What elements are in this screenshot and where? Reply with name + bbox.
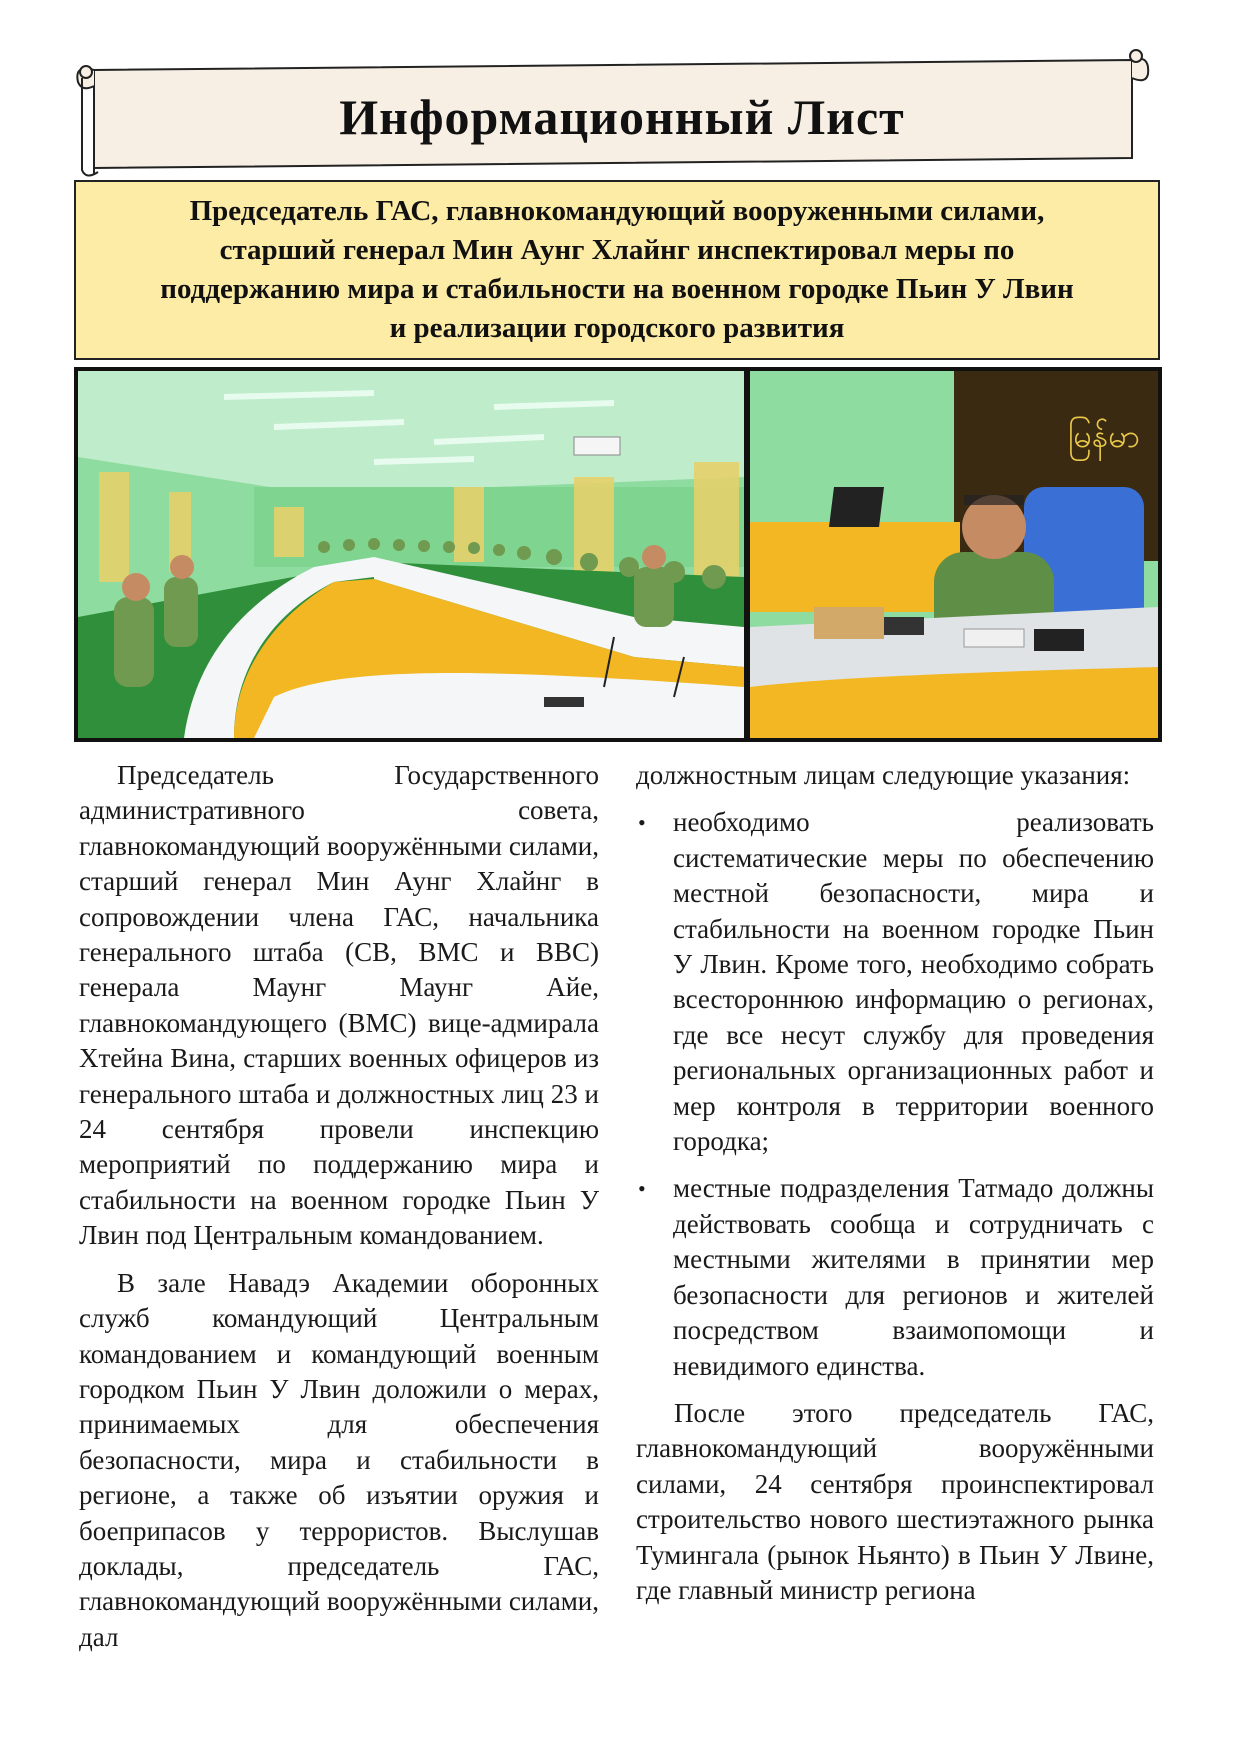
paragraph: Председатель Государственного административного совета, главнокомандующий вооружёнными силами, старший генерал Мин Аунг Хлайнг в сопровождении члена ГАС, начальника генерального штаба (СВ, ВМС и ВВС) генерала Маунг Маунг Айе, главнокомандующего (ВМС) вице-адмирала Хтейна Вина, старших военных офицеров из генерального штаба и должностных лиц 23 и 24 сентября провели инспекцию мероприятий по поддержанию мира и стабильности на военном городке Пьин У Лвин под Центральным командованием. [79,760,599,1251]
list-item [636,1171,1154,1383]
conference-hall-photo [78,371,744,738]
instructions-list [636,805,1154,1384]
photo-band [74,367,1162,742]
headline-line: старший генерал Мин Аунг Хлайнг инспектировал меры по [219,234,1015,266]
photo-collage [74,367,1162,742]
senior-general-at-table-photo [750,371,1158,738]
headline-line: и реализации городского развития [389,312,845,344]
headline-line: поддержанию мира и стабильности на военном городке Пьин У Лвин [160,273,1074,305]
paragraph: должностным лицам следующие указания: [636,760,1131,790]
paragraph: В зале Навадэ Академии оборонных служб командующий Центральным командованием и командующий военным городком Пьин У Лвин доложили о мерах, принимаемых для обеспечения безопасности, мира и стабильности в регионе, а также об изъятии оружия и боеприпасов у террористов. Выслушав доклады, председатель ГАС, главнокомандующий вооружёнными силами, дал [79,1267,599,1652]
article-right-column [636,758,1154,1620]
article-left-column [79,758,599,1667]
list-item [636,805,1154,1159]
headline-line: Председатель ГАС, главнокомандующий вооруженными силами, [189,195,1045,227]
title-banner [72,48,1172,178]
headline-box [74,180,1160,360]
paragraph: После этого председатель ГАС, главнокомандующий вооружёнными силами, 24 сентября проинспектировал строительство нового шестиэтажного рынка Тумингала (рынок Ньянто) в Пьин У Лвине, где главный министр региона [636,1397,1154,1605]
bullet-icon: • [638,1176,646,1202]
list-item-text: местные подразделения Татмадо должны действовать сообща и сотрудничать с местными жителями в принятии мер безопасности для регионов и жителей посредством взаимопомощи и невидимого единства. [673,1173,1154,1381]
list-item-text: необходимо реализовать систематические меры по обеспечению местной безопасности, мира и стабильности на военном городке Пьин У Лвин. Кроме того, необходимо собрать всестороннюю информацию о регионах, где все несут службу для проведения региональных организационных работ и мер контроля в территории военного городка; [673,807,1154,1157]
backdrop-script: မြန်မာ [1068,417,1140,455]
bullet-icon: • [638,810,646,836]
page-title: Информационный Лист [339,89,905,145]
headline-text [160,192,1073,348]
